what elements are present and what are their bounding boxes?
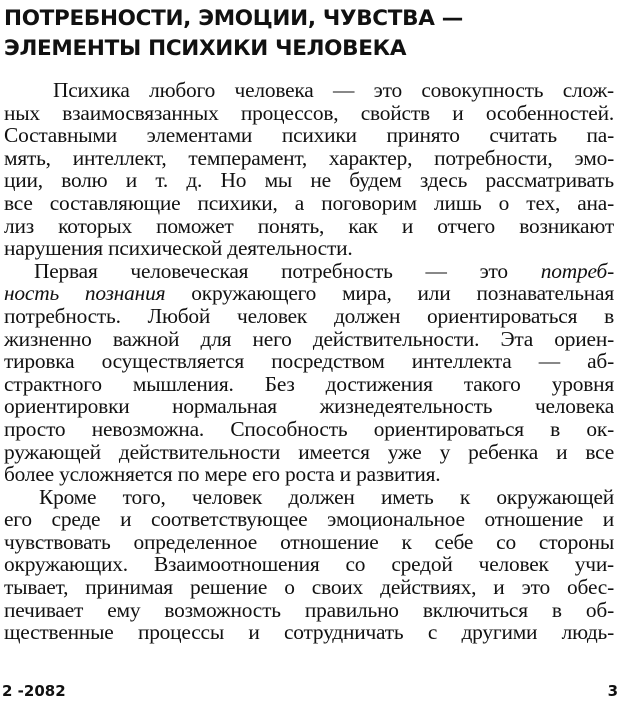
chapter-title-line: ЭЛЕМЕНТЫ ПСИХИКИ ЧЕЛОВЕКА (4, 36, 407, 61)
page-number: 3 (607, 682, 618, 700)
text-line: жизненно важной для него действительности. Эта ориен- (4, 326, 614, 351)
text-line: потребность. Любой человек должен ориентироваться в (4, 303, 614, 328)
paragraph (4, 260, 614, 486)
text-line: страктного мышления. Без достижения такого уровня (4, 371, 614, 396)
text-line: более усложняется по мере его роста и развития. (4, 462, 441, 487)
page-footer (2, 682, 618, 706)
text-line: просто невозможна. Способность ориентироваться в ок- (4, 416, 614, 441)
text-line: печивает ему возможность правильно включиться в об- (4, 597, 614, 622)
text-line: мять, интеллект, темперамент, характер, потребности, эмо- (4, 145, 614, 170)
text-line: его среде и соответствующее эмоциональное отношение и (4, 507, 614, 532)
text-line: тывает, принимая решение о своих действиях, и это обес- (4, 575, 614, 600)
text-line: все составляющие психики, а поговорим лишь о тех, ана- (4, 190, 614, 215)
text-line: Кроме того, человек должен иметь к окружающей (39, 484, 614, 509)
text-line: лиз которых поможет понять, как и отчего возникают (4, 213, 614, 238)
text-line: ориентировки нормальная жизнедеятельность человека (4, 394, 614, 419)
text-line: ции, волю и т. д. Но мы не будем здесь рассматривать (4, 168, 614, 193)
text-line: нарушения психической деятельности. (4, 236, 353, 261)
text-line (4, 282, 614, 305)
italic-term: ность познания (4, 281, 166, 306)
chapter-title (4, 4, 616, 64)
italic-term: потреб- (540, 258, 614, 283)
text-line (4, 260, 614, 283)
paragraph (4, 79, 614, 260)
text-run: Первая человеческая потребность — это (34, 258, 508, 283)
printer-signature: 2 -2082 (2, 682, 66, 700)
text-line: щественные процессы и сотрудничать с другими людь- (4, 620, 614, 645)
text-line: ных взаимосвязанных процессов, свойств и особенностей. (4, 100, 614, 125)
text-line: чувствовать определенное отношение к себе со стороны (4, 529, 614, 554)
text-run: окружающего мира, или познавательная (191, 281, 614, 306)
text-line: Составными элементами психики принято считать па- (4, 123, 614, 148)
text-line: окружающих. Взаимоотношения со средой человек учи- (4, 552, 614, 577)
text-line: Психика любого человека — это совокупность слож- (53, 78, 614, 102)
text-line: тировка осуществляется посредством интеллекта — аб- (4, 349, 614, 374)
chapter-title-line: ПОТРЕБНОСТИ, ЭМОЦИИ, ЧУВСТВА — (4, 6, 463, 31)
paragraph (4, 486, 614, 644)
body-text (4, 79, 614, 644)
text-line: ружающей действительности имеется уже у ребенка и все (4, 439, 614, 464)
